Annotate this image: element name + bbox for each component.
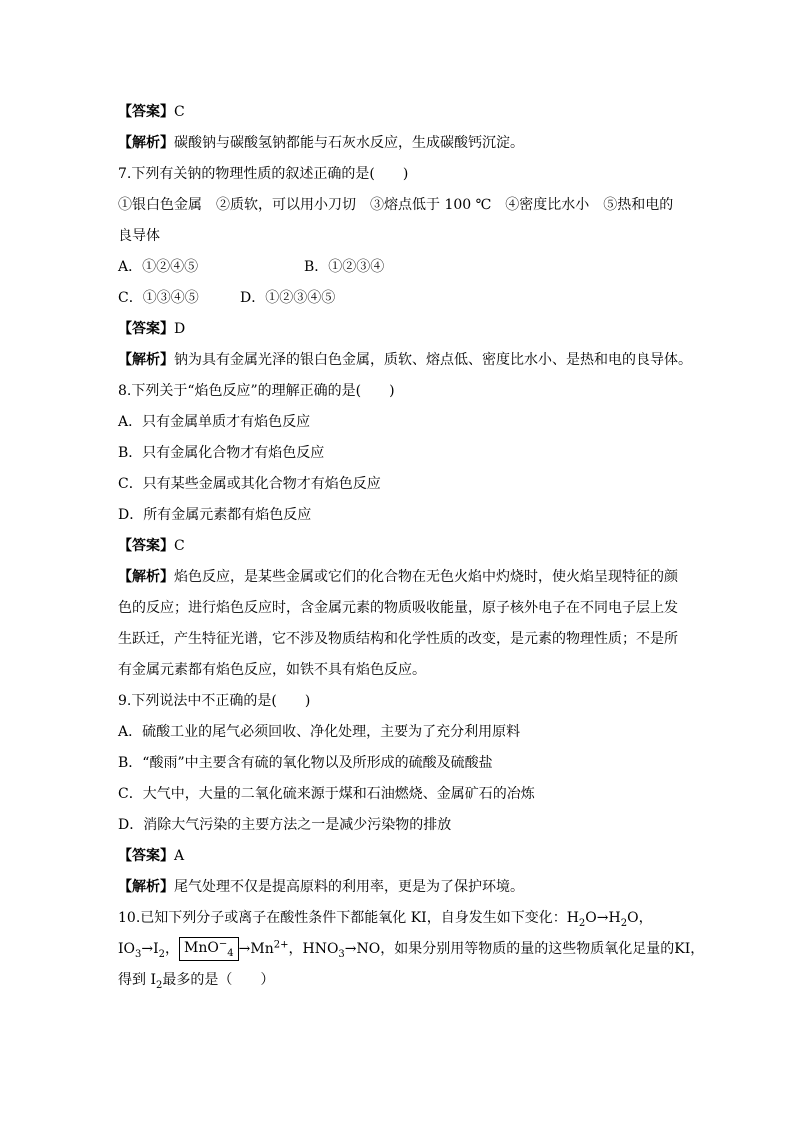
- analysis-tag: 【解析】: [118, 879, 174, 895]
- answer-tag: 【答案】: [118, 538, 174, 554]
- stem-text: 得到 I: [118, 972, 156, 988]
- analysis-text-cont: 色的反应；进行焰色反应时，含金属元素的物质吸收能量，原子核外电子在不同电子层上发: [118, 600, 678, 616]
- answer-tag: 【答案】: [118, 104, 174, 120]
- answer-value: C: [174, 538, 185, 554]
- question-7-stem: 7.下列有关钠的物理性质的叙述正确的是( ): [118, 166, 409, 182]
- stem-text: →NO，如果分别用等物质的量的这些物质氧化足量的KI，: [344, 941, 705, 957]
- formula-text: →I: [141, 941, 159, 957]
- question-8-stem: 8.下列关于“焰色反应”的理解正确的是( ): [118, 383, 395, 399]
- question-7-props-cont: 良导体: [118, 228, 160, 244]
- option-b: B．“酸雨”中主要含有硫的氧化物以及所形成的硫酸及硫酸盐: [118, 755, 493, 771]
- option-c: C．只有某些金属或其化合物才有焰色反应: [118, 476, 381, 492]
- stem-text: O，: [627, 910, 653, 926]
- subscript: 2: [155, 979, 163, 991]
- superscript: −: [218, 938, 228, 950]
- analysis-text-cont: 生跃迁，产生特征光谱，它不涉及物质结构和化学性质的改变，是元素的物理性质；不是所: [118, 631, 678, 647]
- stem-text: →H: [596, 910, 621, 926]
- analysis-line: [118, 128, 678, 159]
- option-a: A．①②④⑤: [118, 259, 199, 275]
- answer-tag: 【答案】: [118, 848, 174, 864]
- answer-line: [118, 97, 678, 128]
- stem-text: 最多的是（ ）: [162, 972, 275, 988]
- subscript: 3: [338, 948, 345, 960]
- question-7-props: ①银白色金属 ②质软，可以用小刀切 ③熔点低于 100 ℃ ④密度比水小 ⑤热和电的: [118, 197, 674, 213]
- question-10-stem-cont: [118, 934, 705, 965]
- option-a: A．只有金属单质才有焰色反应: [118, 414, 311, 430]
- stem-text: 10.已知下列分子或离子在酸性条件下都能氧化 KI，自身发生如下变化：H: [118, 910, 579, 926]
- answer-line: [118, 531, 678, 562]
- permanganate-formula-box: [179, 937, 239, 961]
- answer-value: A: [174, 848, 185, 864]
- option-d: D．①②③④⑤: [240, 290, 336, 306]
- analysis-text-cont: 有金属元素都有焰色反应，如铁不具有焰色反应。: [118, 662, 426, 678]
- option-c: C．大气中，大量的二氧化硫来源于煤和石油燃烧、金属矿石的冶炼: [118, 786, 535, 802]
- option-b: B．①②③④: [304, 259, 385, 275]
- analysis-text: 碳酸钠与碳酸氢钠都能与石灰水反应，生成碳酸钙沉淀。: [174, 135, 524, 151]
- option-a: A．硫酸工业的尾气必须回收、净化处理，主要为了充分利用原料: [118, 724, 521, 740]
- subscript: 3: [135, 948, 142, 960]
- question-10-stem-end: [118, 965, 678, 996]
- option-c: C．①③④⑤: [118, 290, 199, 306]
- analysis-line: [118, 345, 692, 376]
- option-d: D．所有金属元素都有焰色反应: [118, 507, 312, 523]
- formula-text: ，HNO: [288, 941, 339, 957]
- subscript: 2: [158, 948, 166, 960]
- subscript: 2: [578, 917, 586, 929]
- question-7-options-ab: [118, 252, 678, 283]
- answer-line: [118, 841, 678, 872]
- subscript: 4: [227, 947, 234, 959]
- analysis-line: [118, 562, 678, 593]
- answer-value: C: [174, 104, 185, 120]
- formula-text: →Mn: [238, 941, 274, 957]
- superscript: 2+: [273, 939, 289, 951]
- subscript: 2: [620, 917, 628, 929]
- stem-text: O: [585, 910, 597, 926]
- answer-value: D: [174, 321, 186, 337]
- question-9-stem: 9.下列说法中不正确的是( ): [118, 693, 311, 709]
- analysis-text: 尾气处理不仅是提高原料的利用率，更是为了保护环境。: [174, 879, 524, 895]
- analysis-tag: 【解析】: [118, 352, 174, 368]
- question-10-stem: [118, 903, 678, 934]
- analysis-text: 钠为具有金属光泽的银白色金属，质软、熔点低、密度比水小、是热和电的良导体。: [174, 352, 692, 368]
- option-b: B．只有金属化合物才有焰色反应: [118, 445, 325, 461]
- formula-text: IO: [118, 941, 136, 957]
- formula-text: MnO: [184, 940, 219, 956]
- formula-text: ，: [165, 941, 180, 957]
- analysis-text: 焰色反应，是某些金属或它们的化合物在无色火焰中灼烧时，使火焰呈现特征的颜: [174, 569, 678, 585]
- analysis-tag: 【解析】: [118, 135, 174, 151]
- question-7-options-cd: [118, 283, 678, 314]
- document-page: [118, 97, 705, 996]
- analysis-tag: 【解析】: [118, 569, 174, 585]
- analysis-line: [118, 872, 678, 903]
- option-d: D．消除大气污染的主要方法之一是减少污染物的排放: [118, 817, 452, 833]
- answer-line: [118, 314, 678, 345]
- answer-tag: 【答案】: [118, 321, 174, 337]
